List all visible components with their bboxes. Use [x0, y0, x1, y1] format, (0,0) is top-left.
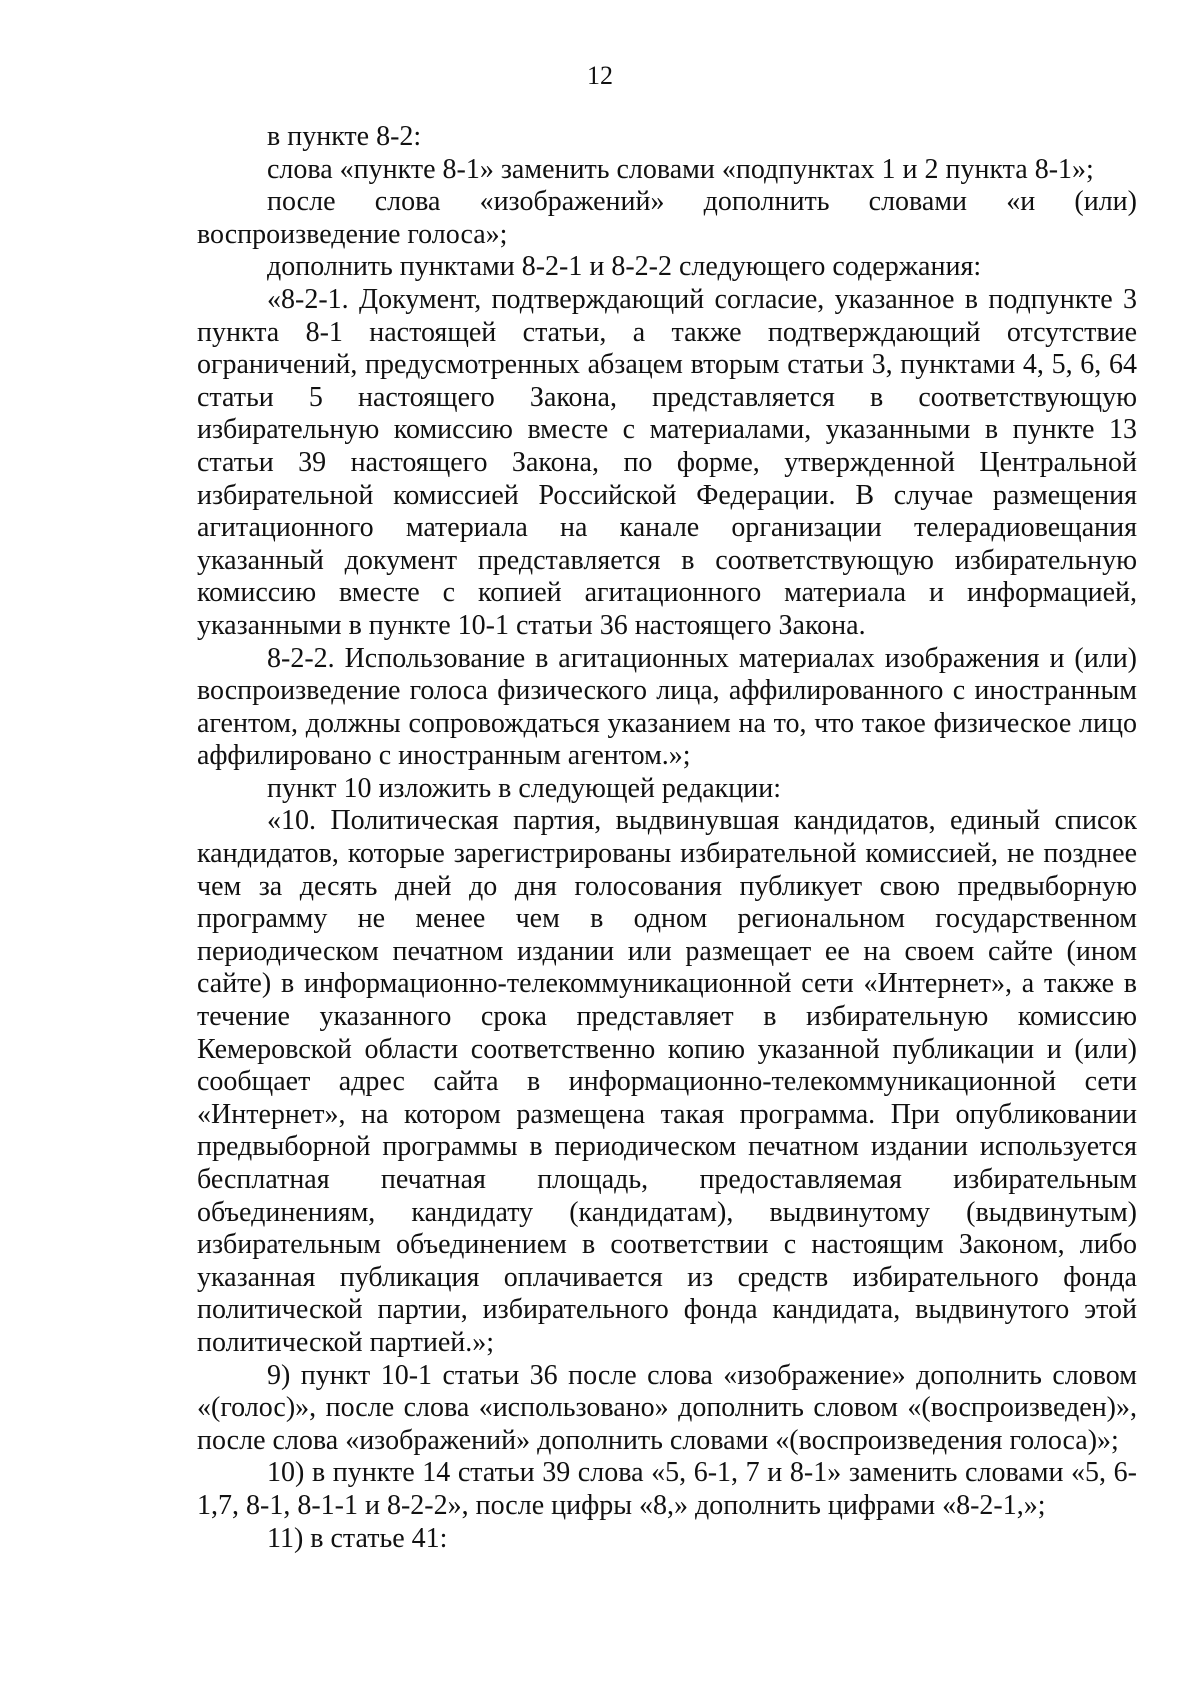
- paragraph-item-9: 9) пункт 10-1 статьи 36 после слова «изображение» дополнить словом «(голос)», после слова «использовано» дополнить словом «(воспроизведен)», после слова «изображений» дополнить словами «(воспроизведения голоса)»;: [197, 1359, 1137, 1456]
- paragraph-item-10: 10) в пункте 14 статьи 39 слова «5, 6-1, 7 и 8-1» заменить словами «5, 6-1,7, 8-1, 8-1-1 и 8-2-2», после цифры «8,» дополнить цифрами «8-2-1,»;: [197, 1457, 1137, 1521]
- paragraph-add-points: дополнить пунктами 8-2-1 и 8-2-2 следующего содержания:: [267, 251, 982, 283]
- paragraph-add-words: после слова «изображений» дополнить словами «и (или) воспроизведение голоса»;: [197, 186, 1137, 250]
- page-number: 12: [587, 61, 613, 90]
- paragraph-point-10-intro: пункт 10 изложить в следующей редакции:: [267, 772, 781, 804]
- document-body: [197, 121, 1137, 1555]
- paragraph-point-10: «10. Политическая партия, выдвинувшая кандидатов, единый список кандидатов, которые зарегистрированы избирательной комиссией, не позднее чем за десять дней до дня голосования публикует свою предвыборную программу не менее чем в одном региональном государственном периодическом печатном издании или размещает ее на своем сайте (ином сайте) в информационно-телекоммуникационной сети «Интернет», а также в течение указанного срока представляет в избирательную комиссию Кемеровской области соответственно копию указанной публикации и (или) сообщает адрес сайта в информационно-телекоммуникационной сети «Интернет», на котором размещена такая программа. При опубликовании предвыборной программы в периодическом печатном издании используется бесплатная печатная площадь, предоставляемая избирательным объединениям, кандидату (кандидатам), выдвинутому (выдвинутым) избирательным объединением в соответствии с настоящим Законом, либо указанная публикация оплачивается из средств избирательного фонда политической партии, избирательного фонда кандидата, выдвинутого этой политической партией.»;: [197, 805, 1137, 1358]
- paragraph-point-8-2: в пункте 8-2:: [267, 121, 422, 152]
- paragraph-item-11: 11) в статье 41:: [267, 1522, 448, 1554]
- paragraph-replace-words: слова «пункте 8-1» заменить словами «подпунктах 1 и 2 пункта 8-1»;: [267, 153, 1094, 185]
- paragraph-8-2-1: «8-2-1. Документ, подтверждающий согласие, указанное в подпункте 3 пункта 8-1 настоящей статьи, а также подтверждающий отсутствие ограничений, предусмотренных абзацем вторым статьи 3, пунктами 4, 5, 6, 64 статьи 5 настоящего Закона, представляется в соответствующую избирательную комиссию вместе с материалами, указанными в пункте 13 статьи 39 настоящего Закона, по форме, утвержденной Центральной избирательной комиссией Российской Федерации. В случае размещения агитационного материала на канале организации телерадиовещания указанный документ представляется в соответствующую избирательную комиссию вместе с копией агитационного материала и информацией, указанными в пункте 10-1 статьи 36 настоящего Закона.: [197, 283, 1137, 641]
- paragraph-8-2-2: 8-2-2. Использование в агитационных материалах изображения и (или) воспроизведение голоса физического лица, аффилированного с иностранным агентом, должны сопровождаться указанием на то, что такое физическое лицо аффилировано с иностранным агентом.»;: [197, 642, 1137, 772]
